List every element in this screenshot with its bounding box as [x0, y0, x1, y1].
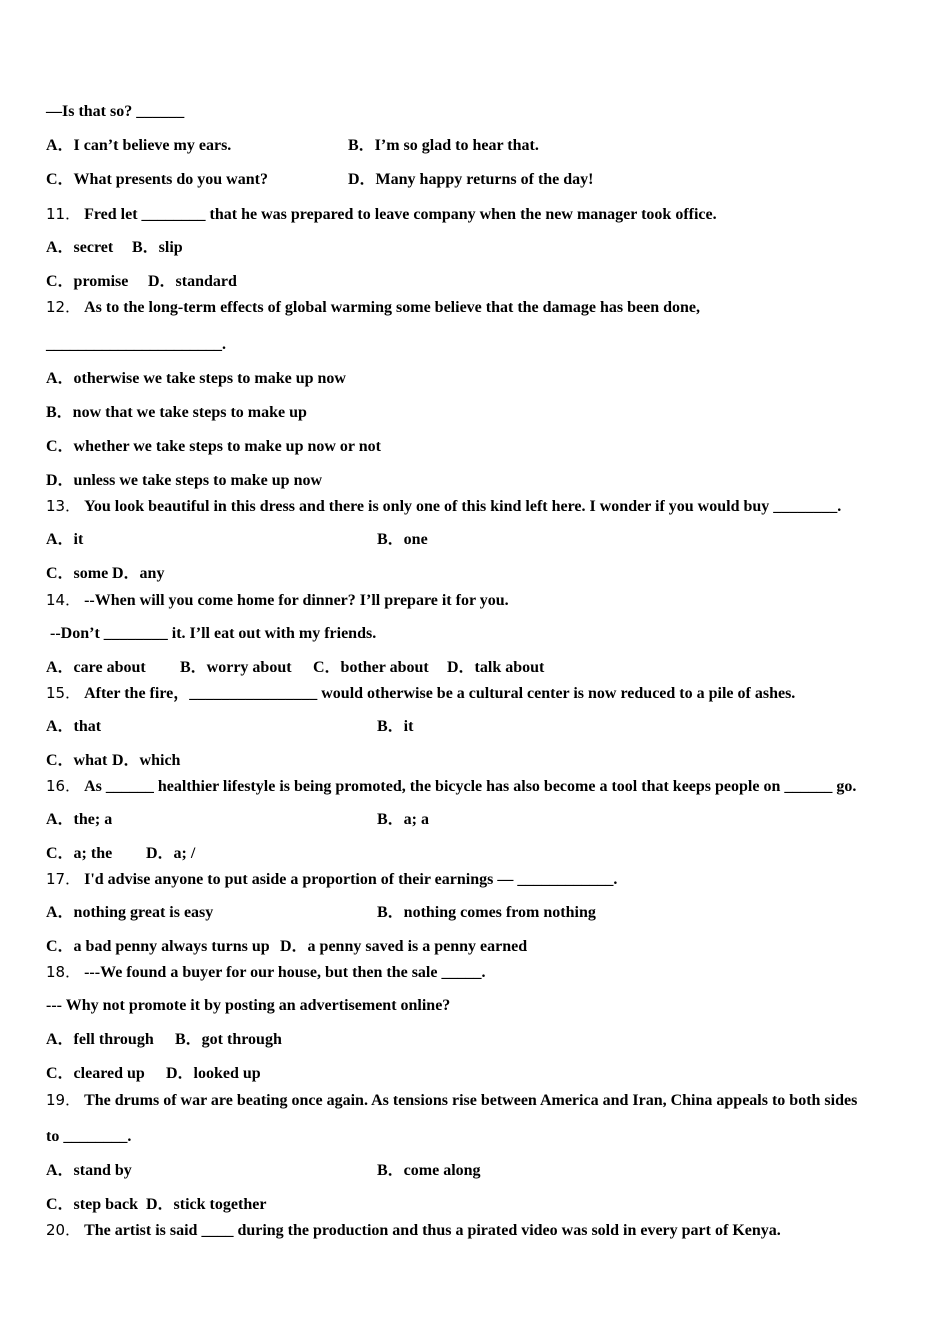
question-number: 13． [46, 497, 81, 515]
question-text: As to the long-term effects of global warming some believe that the damage has been done, [84, 299, 701, 316]
option-a: A．fell through [46, 1031, 154, 1048]
option-c: C．cleared up [46, 1065, 145, 1082]
option-a: A．secret [46, 239, 114, 256]
option-a: A．stand by [46, 1162, 132, 1179]
question-12-blank [46, 335, 226, 355]
option-b: B．one [377, 531, 428, 548]
option-b: B．a; a [377, 811, 430, 828]
question-text: You look beautiful in this dress and there is only one of this kind left here. I wonder if you would buy ________. [84, 498, 842, 515]
question-text: I'd advise anyone to put aside a proportion of their earnings — ____________. [84, 871, 618, 888]
reply-text: --- Why not promote it by posting an advertisement online? [46, 997, 451, 1014]
option-a: A．I can’t believe my ears. [46, 137, 232, 154]
option-c: C．some [46, 565, 109, 582]
option-c: C．a; the [46, 845, 113, 862]
options-row-ab [46, 1161, 481, 1181]
option-a: A．the; a [46, 811, 113, 828]
question-text: ---We found a buyer for our house, but then the sale _____. [84, 964, 486, 981]
question-12 [46, 297, 700, 318]
question-15 [46, 683, 795, 704]
option-a [46, 369, 346, 389]
question-number: 11． [46, 205, 81, 223]
option-d: D．talk about [447, 659, 545, 676]
question-number: 12． [46, 298, 81, 316]
question-text: After the fire，________________ would otherwise be a cultural center is now reduced to a pile of ashes. [84, 685, 796, 702]
options-row-cd [46, 170, 594, 190]
options-row-ab [46, 136, 539, 156]
option-d: D．a; / [146, 845, 196, 862]
reply-text: --Don’t ________ it. I’ll eat out with my friends. [46, 625, 377, 642]
option-c-text: C．whether we take steps to make up now or not [46, 438, 381, 455]
options-row-ab [46, 903, 596, 923]
option-d [46, 471, 322, 491]
option-d: D．stick together [146, 1196, 267, 1213]
option-c: C．what [46, 752, 108, 769]
option-b [46, 403, 307, 423]
dialogue-text: —Is that so? ______ [46, 103, 185, 120]
dialogue-line [46, 102, 184, 122]
options-row-ab [46, 717, 413, 737]
question-18 [46, 962, 485, 983]
option-d: D．looked up [166, 1065, 261, 1082]
question-20 [46, 1220, 781, 1241]
option-a: A．it [46, 531, 84, 548]
option-c: C．step back [46, 1196, 139, 1213]
question-16 [46, 776, 856, 797]
option-c: C．a bad penny always turns up [46, 938, 270, 955]
option-b: B．got through [175, 1031, 282, 1048]
option-a: A．that [46, 718, 102, 735]
question-number: 16． [46, 777, 81, 795]
option-c: C．bother about [313, 659, 429, 676]
question-number: 15． [46, 684, 81, 702]
question-11 [46, 204, 717, 225]
option-d: D．which [112, 752, 181, 769]
option-b: B．worry about [180, 659, 292, 676]
option-d: D．Many happy returns of the day! [348, 171, 594, 188]
options-row-cd [46, 1195, 266, 1215]
question-13 [46, 496, 841, 517]
question-number: 20． [46, 1221, 81, 1239]
option-c: C．promise [46, 273, 129, 290]
question-14 [46, 590, 509, 611]
options-row-cd [46, 1064, 261, 1084]
question-14-reply [46, 624, 376, 644]
question-text: As ______ healthier lifestyle is being promoted, the bicycle has also become a tool that keeps people on ______ go. [84, 778, 857, 795]
question-text: Fred let ________ that he was prepared to leave company when the new manager took office. [84, 206, 717, 223]
options-row-abcd [46, 658, 544, 678]
option-a: A．care about [46, 659, 146, 676]
answer-blank: ______________________. [46, 336, 226, 353]
option-c [46, 437, 381, 457]
question-19-continued [46, 1127, 131, 1147]
option-a: A．nothing great is easy [46, 904, 214, 921]
option-d: D．any [112, 565, 165, 582]
question-17 [46, 869, 617, 890]
question-text: The drums of war are beating once again. As tensions rise between America and Iran, China appeals to both sides [84, 1092, 858, 1109]
option-b-text: B．now that we take steps to make up [46, 404, 307, 421]
question-number: 19． [46, 1091, 81, 1109]
question-19 [46, 1090, 857, 1111]
options-row-ab [46, 238, 183, 258]
option-a-text: A．otherwise we take steps to make up now [46, 370, 346, 387]
option-b: B．come along [377, 1162, 481, 1179]
option-b: B．it [377, 718, 414, 735]
options-row-cd [46, 937, 527, 957]
question-text-continued: to ________. [46, 1128, 132, 1145]
option-b: B．I’m so glad to hear that. [348, 137, 539, 154]
option-c: C．What presents do you want? [46, 171, 268, 188]
options-row-cd [46, 751, 180, 771]
question-text: The artist is said ____ during the production and thus a pirated video was sold in every part of Kenya. [84, 1222, 781, 1239]
option-b: B．nothing comes from nothing [377, 904, 596, 921]
options-row-cd [46, 844, 195, 864]
question-number: 18． [46, 963, 81, 981]
option-d: D．a penny saved is a penny earned [280, 938, 528, 955]
question-number: 14． [46, 591, 81, 609]
options-row-ab [46, 810, 429, 830]
question-text: --When will you come home for dinner? I’ll prepare it for you. [84, 592, 509, 609]
options-row-ab [46, 530, 428, 550]
option-b: B．slip [132, 239, 183, 256]
question-18-reply [46, 996, 450, 1016]
options-row-cd [46, 272, 237, 292]
option-d: D．standard [148, 273, 237, 290]
question-number: 17． [46, 870, 81, 888]
option-d-text: D．unless we take steps to make up now [46, 472, 323, 489]
options-row-ab [46, 1030, 282, 1050]
options-row-cd [46, 564, 164, 584]
